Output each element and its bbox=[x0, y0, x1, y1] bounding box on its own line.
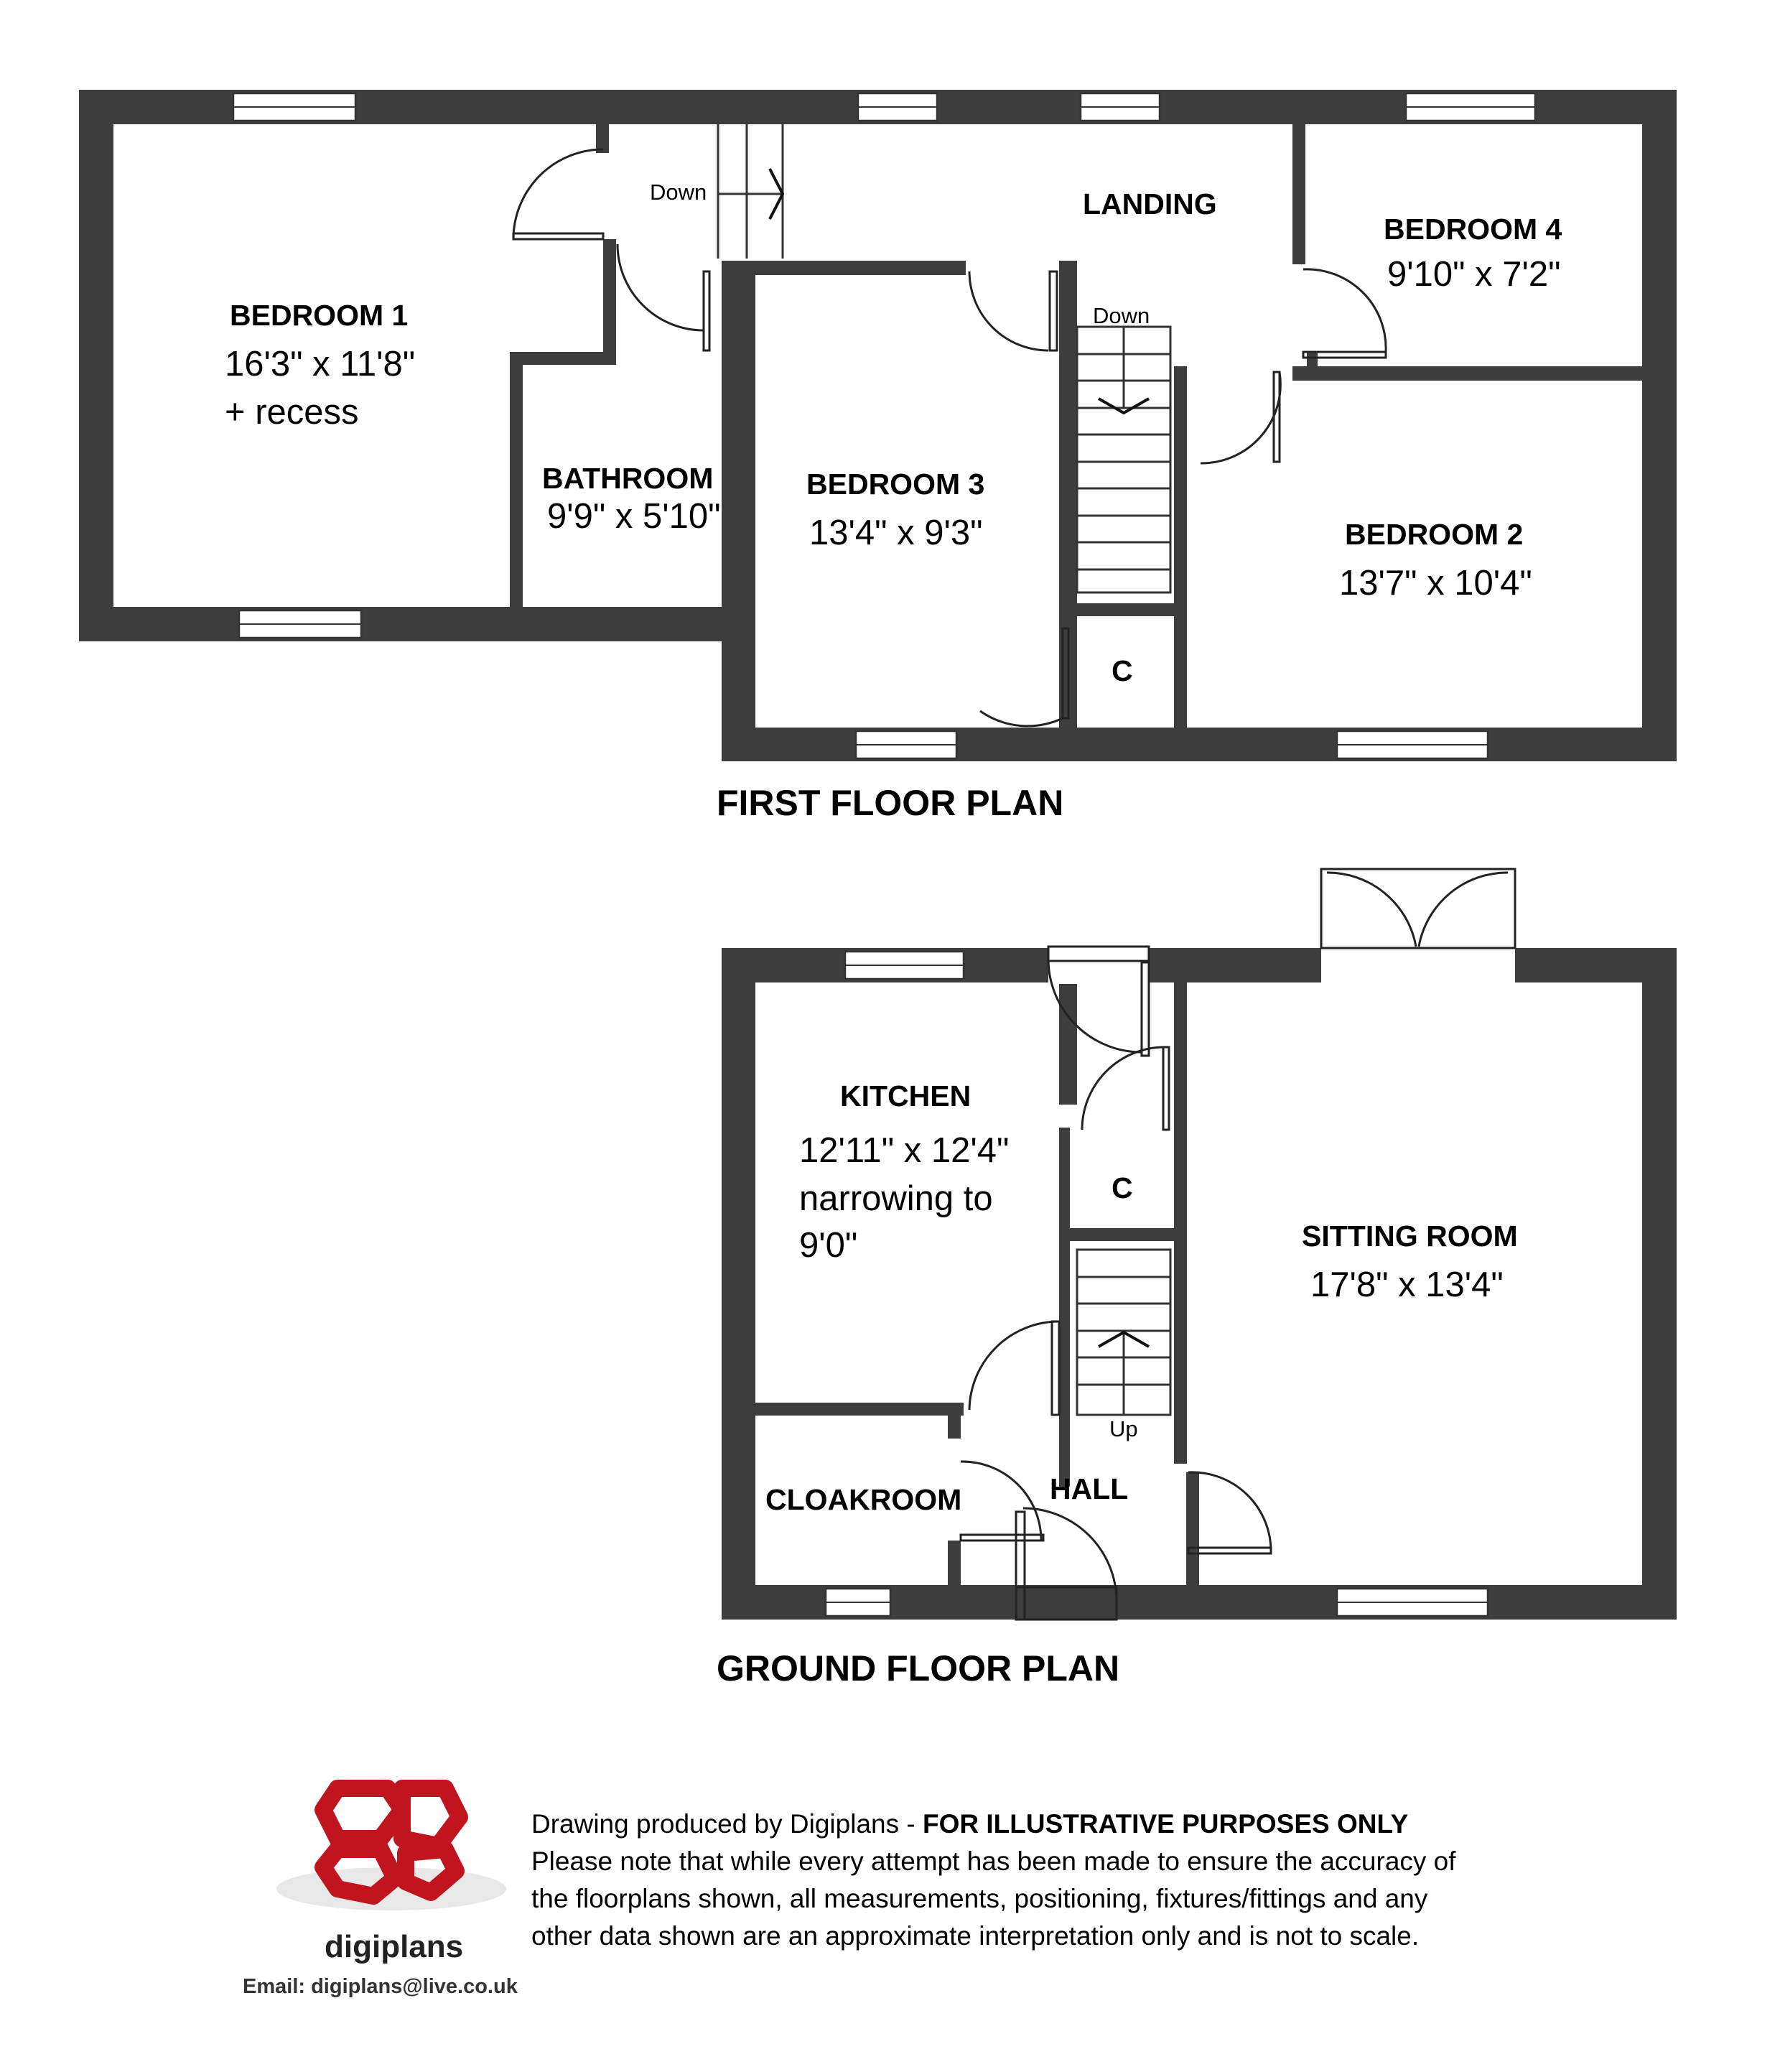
bedroom1-dims: 16'3" x 11'8" bbox=[225, 345, 416, 384]
disclaimer-line2: Please note that while every attempt has been made to ensure the accuracy of bbox=[531, 1846, 1456, 1876]
kitchen-dims-line3: 9'0" bbox=[799, 1226, 858, 1265]
ground-floor-plan bbox=[717, 869, 1677, 1688]
disclaimer-line3: the floorplans shown, all measurements, positioning, fixtures/fittings and any bbox=[531, 1884, 1428, 1913]
bedroom3-name: BEDROOM 3 bbox=[806, 468, 985, 501]
stairs-label-top: Down bbox=[650, 180, 707, 205]
first-floor-cupboard: C bbox=[1112, 654, 1133, 687]
bedroom2-name: BEDROOM 2 bbox=[1345, 518, 1524, 551]
brand-name: digiplans bbox=[325, 1929, 464, 1964]
first-floor-windows bbox=[233, 93, 1535, 758]
bathroom-name: BATHROOM bbox=[542, 462, 714, 495]
ground-floor-walls bbox=[722, 948, 1677, 1620]
bathroom-dims: 9'9" x 5'10" bbox=[547, 497, 721, 536]
kitchen-dims-line1: 12'11" x 12'4" bbox=[799, 1131, 1010, 1170]
bedroom4-dims: 9'10" x 7'2" bbox=[1387, 255, 1561, 294]
disclaimer-line4: other data shown are an approximate interpretation only and is not to scale. bbox=[531, 1921, 1420, 1951]
ground-floor-cupboard: C bbox=[1112, 1171, 1133, 1204]
footer bbox=[243, 1788, 1456, 1998]
sitting-room-name: SITTING ROOM bbox=[1302, 1219, 1518, 1253]
first-floor-plan bbox=[79, 90, 1677, 823]
sitting-room-dims: 17'8" x 13'4" bbox=[1310, 1265, 1504, 1304]
bedroom1-name: BEDROOM 1 bbox=[230, 299, 409, 332]
bedroom1-extra: + recess bbox=[225, 393, 359, 432]
ground-floor-stairs bbox=[1077, 1250, 1170, 1415]
cloakroom-name: CLOAKROOM bbox=[765, 1483, 962, 1516]
kitchen-name: KITCHEN bbox=[840, 1079, 971, 1112]
footer-email: Email: digiplans@live.co.uk bbox=[243, 1975, 518, 1998]
digiplans-logo bbox=[276, 1788, 506, 1910]
first-floor-title: FIRST FLOOR PLAN bbox=[717, 783, 1064, 823]
disclaimer-line1: Drawing produced by Digiplans - FOR ILLUSTRATIVE PURPOSES ONLY bbox=[531, 1809, 1409, 1839]
kitchen-dims-line2: narrowing to bbox=[799, 1179, 993, 1218]
bedroom2-dims: 13'7" x 10'4" bbox=[1339, 564, 1532, 603]
bedroom3-dims: 13'4" x 9'3" bbox=[809, 514, 983, 552]
hall-name: HALL bbox=[1050, 1472, 1129, 1505]
bedroom4-name: BEDROOM 4 bbox=[1384, 213, 1562, 246]
stairs-label-up: Up bbox=[1109, 1416, 1138, 1441]
ground-floor-title: GROUND FLOOR PLAN bbox=[717, 1648, 1120, 1688]
ground-floor-labels bbox=[765, 1079, 1518, 1516]
stairs-label-main: Down bbox=[1093, 303, 1150, 328]
landing-name: LANDING bbox=[1083, 187, 1217, 220]
